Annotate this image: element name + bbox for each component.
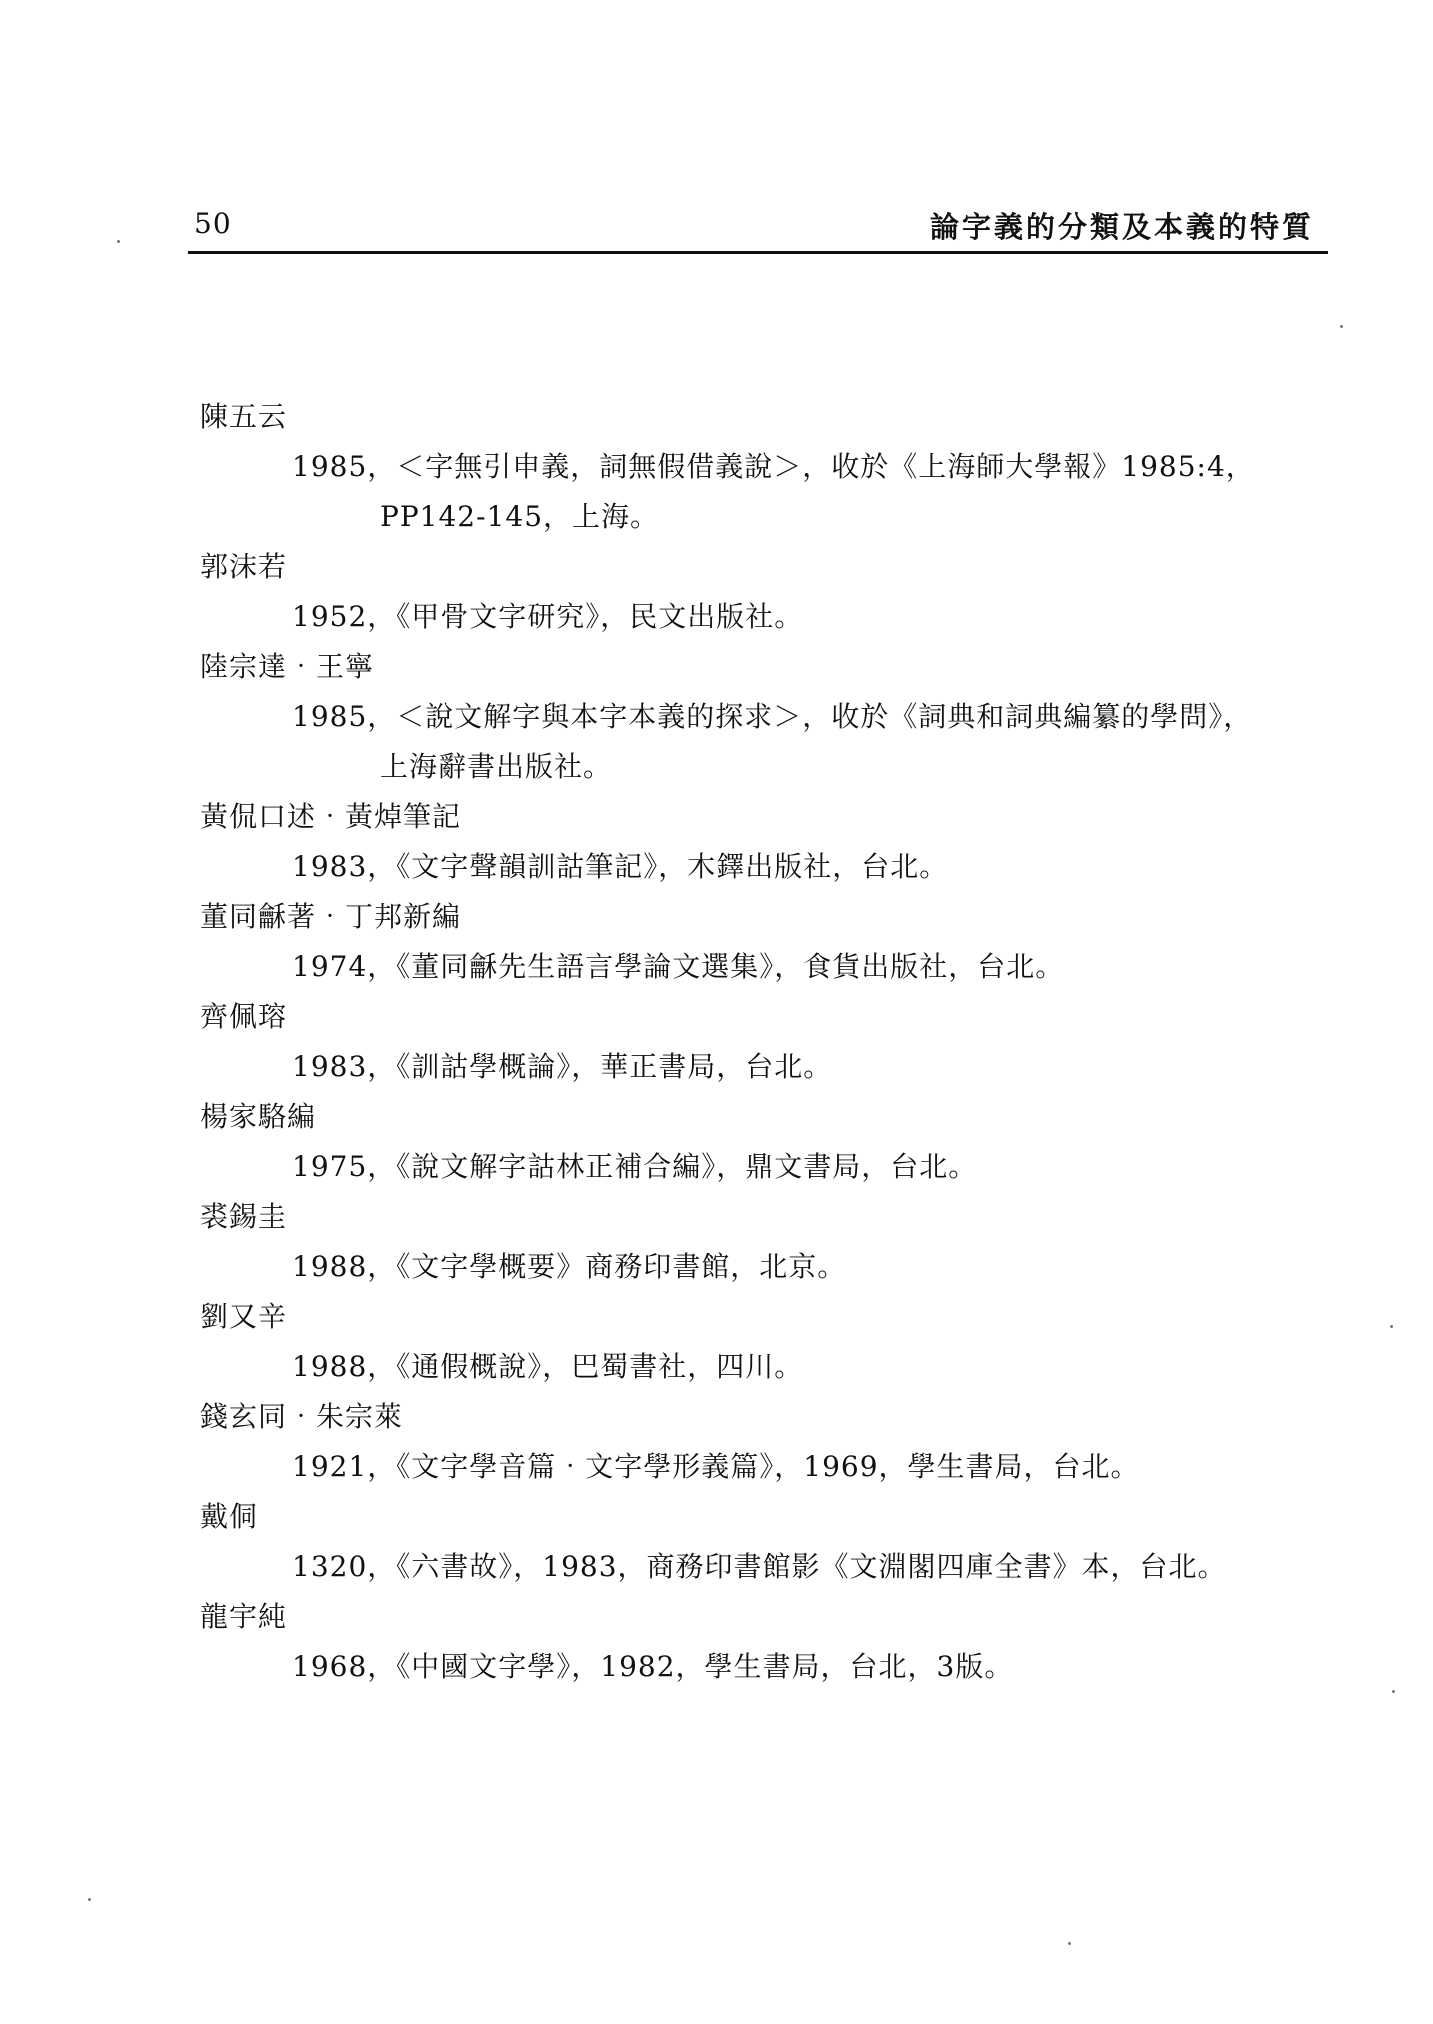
reference-citation [200, 1642, 1320, 1692]
citation-line: 1983，《訓詁學概論》，華正書局，台北。 [292, 1050, 833, 1083]
reference-citation [200, 442, 1320, 542]
scan-speck [117, 240, 120, 243]
reference-author: 錢玄同‧朱宗萊 [200, 1400, 404, 1433]
reference-entry [200, 1192, 1320, 1292]
reference-citation [200, 1542, 1320, 1592]
citation-line: 1974，《董同龢先生語言學論文選集》，食貨出版社，台北。 [292, 950, 1065, 983]
scan-speck [1392, 1690, 1395, 1693]
citation-line: 1975，《說文解字詁林正補合編》，鼎文書局，台北。 [292, 1150, 978, 1183]
running-title: 論字義的分類及本義的特質 [929, 210, 1314, 244]
reference-author: 郭沫若 [200, 550, 288, 583]
reference-citation [200, 1042, 1320, 1092]
reference-author: 董同龢著‧丁邦新編 [200, 900, 462, 933]
page-header [188, 205, 1328, 254]
citation-line: 1983，《文字聲韻訓詁筆記》，木鐸出版社，台北。 [292, 850, 949, 883]
reference-author: 齊佩瑢 [200, 1000, 288, 1033]
reference-author: 陳五云 [200, 400, 288, 433]
reference-citation [200, 592, 1320, 642]
scan-speck [1340, 325, 1343, 328]
scan-speck [1068, 1942, 1071, 1945]
scan-speck [1390, 1325, 1393, 1328]
scan-speck [88, 1898, 91, 1901]
reference-citation [200, 1342, 1320, 1392]
citation-line: 1952，《甲骨文字研究》，民文出版社。 [292, 600, 804, 633]
reference-citation [200, 1142, 1320, 1192]
reference-citation [200, 842, 1320, 892]
citation-continuation: PP142-145，上海。 [380, 500, 660, 533]
reference-author: 楊家駱編 [200, 1100, 317, 1133]
reference-author: 戴侗 [200, 1500, 259, 1533]
reference-entry [200, 1592, 1320, 1692]
reference-entry [200, 892, 1320, 992]
citation-line: 1988，《文字學概要》商務印書館，北京。 [292, 1250, 847, 1283]
reference-entry [200, 392, 1320, 542]
reference-citation [200, 1442, 1320, 1492]
page-number: 50 [194, 207, 232, 240]
citation-line: 1988，《通假概說》，巴蜀書社，四川。 [292, 1350, 804, 1383]
reference-citation [200, 1242, 1320, 1292]
reference-entry [200, 642, 1320, 792]
reference-citation [200, 942, 1320, 992]
reference-author: 龍宇純 [200, 1600, 288, 1633]
reference-entry [200, 992, 1320, 1092]
reference-entry [200, 542, 1320, 642]
citation-line: 1968，《中國文字學》，1982，學生書局，台北，3版。 [292, 1650, 1014, 1683]
reference-entry [200, 1092, 1320, 1192]
reference-entry [200, 1292, 1320, 1392]
citation-continuation: 上海辭書出版社。 [380, 750, 613, 783]
reference-author: 黃侃口述‧黃焯筆記 [200, 800, 462, 833]
reference-author: 劉又辛 [200, 1300, 288, 1333]
reference-citation [200, 692, 1320, 792]
reference-entry [200, 1492, 1320, 1592]
reference-author: 陸宗達‧王寧 [200, 650, 375, 683]
reference-entry [200, 1392, 1320, 1492]
citation-line: 1921，《文字學音篇‧文字學形義篇》，1969，學生書局，台北。 [292, 1450, 1140, 1483]
citation-line: 1985，＜字無引申義，詞無假借義說＞，收於《上海師大學報》1985:4， [292, 450, 1255, 483]
reference-list [200, 392, 1320, 1692]
reference-author: 裘錫圭 [200, 1200, 288, 1233]
reference-entry [200, 792, 1320, 892]
citation-line: 1985，＜說文解字與本字本義的探求＞，收於《詞典和詞典編纂的學問》， [292, 700, 1253, 733]
citation-line: 1320，《六書故》，1983，商務印書館影《文淵閣四庫全書》本，台北。 [292, 1550, 1227, 1583]
